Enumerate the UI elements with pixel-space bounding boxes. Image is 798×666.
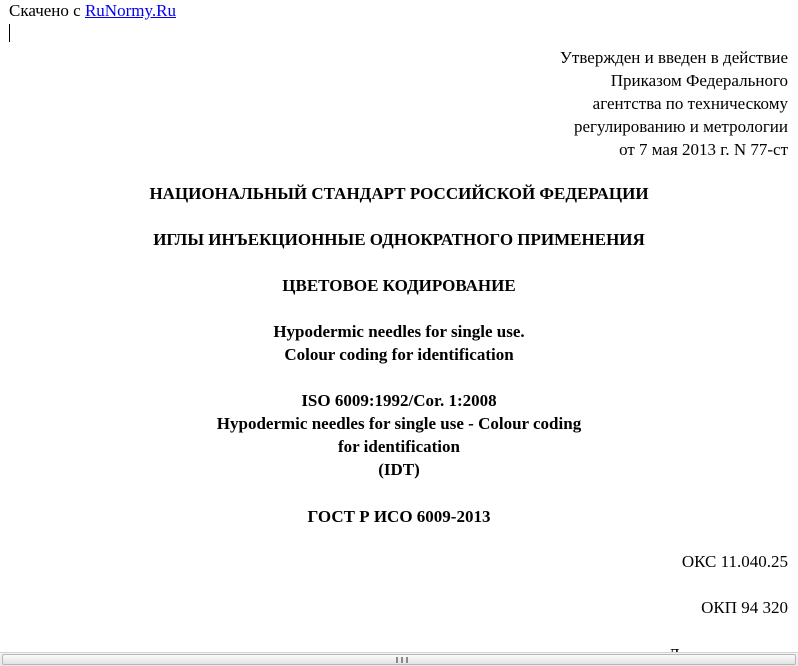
approval-line: регулированию и метрологии	[573, 117, 788, 136]
iso-title-line: Hypodermic needles for single use - Colour coding	[216, 414, 582, 433]
runormy-link[interactable]: RuNormy.Ru	[84, 1, 176, 20]
title-en-line: Colour coding for identification	[284, 345, 514, 364]
iso-reference	[0, 389, 798, 481]
approval-line: Утвержден и введен в действие	[559, 48, 788, 67]
iso-title-line: for identification	[338, 437, 460, 456]
horizontal-scrollbar[interactable]	[0, 652, 798, 666]
gost-number: ГОСТ Р ИСО 6009-2013	[307, 507, 491, 526]
title-en-line: Hypodermic needles for single use.	[273, 322, 525, 341]
grip-icon	[396, 657, 408, 663]
gost-number-block	[0, 505, 798, 528]
standard-subtitle-ru	[0, 274, 798, 297]
approval-line: агентства по техническому	[592, 94, 788, 113]
oks-code: ОКС 11.040.25	[681, 552, 788, 571]
scrollbar-thumb[interactable]	[2, 654, 796, 665]
approval-line: от 7 мая 2013 г. N 77-ст	[619, 140, 788, 159]
standard-title-en	[0, 320, 798, 366]
standard-subtitle-ru-text: ЦВЕТОВОЕ КОДИРОВАНИЕ	[282, 276, 516, 295]
standard-heading-text: НАЦИОНАЛЬНЫЙ СТАНДАРТ РОССИЙСКОЙ ФЕДЕРАЦИИ	[149, 184, 649, 203]
download-source-line	[9, 1, 176, 21]
standard-heading	[0, 182, 798, 205]
text-cursor	[9, 24, 10, 42]
iso-number: ISO 6009:1992/Cor. 1:2008	[301, 391, 497, 410]
standard-title-ru	[0, 228, 798, 251]
standard-title-ru-text: ИГЛЫ ИНЪЕКЦИОННЫЕ ОДНОКРАТНОГО ПРИМЕНЕНИЯ	[153, 230, 645, 249]
approval-block	[560, 46, 788, 161]
iso-equivalence: (IDT)	[378, 460, 420, 479]
approval-line: Приказом Федерального	[610, 71, 788, 90]
download-prefix: Скачено с	[9, 1, 81, 20]
okp-code: ОКП 94 320	[701, 598, 788, 617]
